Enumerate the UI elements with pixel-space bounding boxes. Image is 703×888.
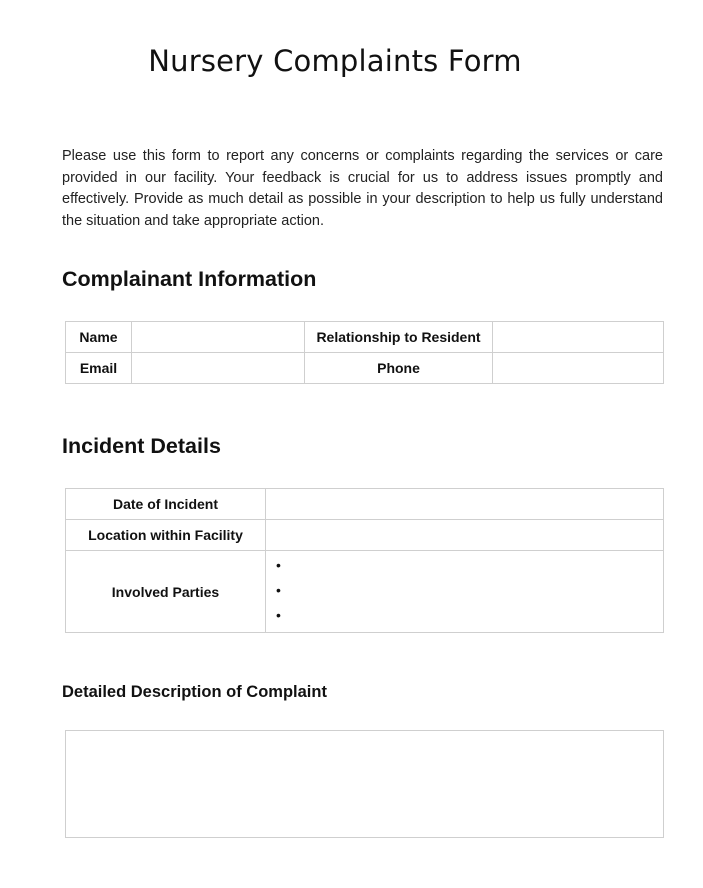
table-row [66,322,664,353]
incident-heading: Incident Details [62,434,221,458]
location-label: Location within Facility [66,520,266,551]
relationship-label: Relationship to Resident [305,322,493,353]
phone-label: Phone [305,353,493,384]
list-item[interactable] [290,607,663,632]
complainant-heading: Complainant Information [62,267,317,291]
location-field[interactable] [266,520,664,551]
email-label: Email [66,353,132,384]
description-field[interactable] [65,730,664,838]
relationship-field[interactable] [493,322,664,353]
complainant-table [65,321,664,384]
intro-paragraph: Please use this form to report any concerns or complaints regarding the services or care provided in our facility. Your feedback is crucial for us to address issues promptly and effectively. Provide as much detail as possible in your description to help us fully understand the situation and take appropriate action. [62,148,663,229]
list-item[interactable] [290,557,663,582]
date-label: Date of Incident [66,489,266,520]
name-field[interactable] [132,322,305,353]
parties-label: Involved Parties [66,551,266,633]
list-item[interactable] [290,582,663,607]
email-field[interactable] [132,353,305,384]
document-title: Nursery Complaints Form [148,44,522,78]
date-field[interactable] [266,489,664,520]
phone-field[interactable] [493,353,664,384]
incident-table [65,488,664,633]
table-row [66,520,664,551]
table-row [66,551,664,633]
parties-list [266,551,663,632]
parties-field[interactable] [266,551,664,633]
table-row [66,489,664,520]
name-label: Name [66,322,132,353]
description-heading: Detailed Description of Complaint [62,683,327,701]
table-row [66,353,664,384]
